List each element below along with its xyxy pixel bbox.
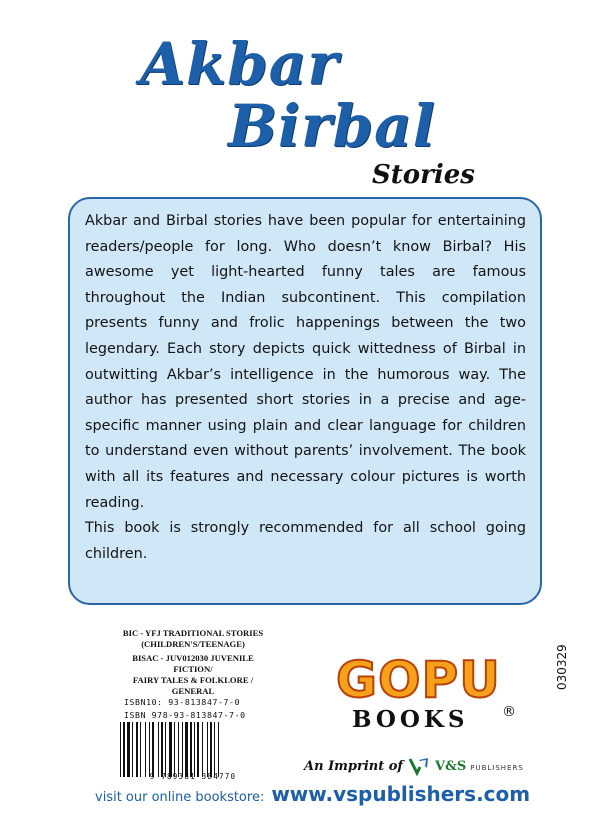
barcode-bar	[120, 722, 121, 777]
side-code: 030329	[555, 644, 569, 690]
barcode-bar	[140, 722, 141, 777]
bic-line-1: BIC - YFJ TRADITIONAL STORIES	[122, 628, 264, 638]
bisac-line-2: FAIRY TALES & FOLKLORE / GENERAL	[132, 675, 254, 696]
bisac-line-1: BISAC - JUV012030 JUVENILE FICTION/	[132, 653, 254, 674]
barcode-bar	[202, 722, 203, 777]
barcode-bar	[145, 722, 146, 777]
barcode-bar	[218, 722, 219, 777]
barcode-bar	[210, 722, 212, 777]
barcode-bar	[169, 722, 172, 777]
registered-mark: ®	[502, 704, 516, 720]
imprint-sub: PUBLISHERS	[470, 764, 524, 772]
books-wordmark: BOOKS	[352, 706, 469, 733]
blurb-paragraph-2: This book is strongly recommended for all school going children.	[85, 520, 526, 562]
barcode-bar	[165, 722, 166, 777]
barcode-bar	[214, 722, 215, 777]
bic-line-2: (CHILDREN'S/TEENAGE)	[141, 639, 245, 649]
gopu-logo: GOPU	[336, 651, 501, 709]
footer-label: visit our online bookstore:	[95, 790, 265, 805]
barcode-bar	[123, 722, 125, 777]
blurb-panel	[68, 197, 542, 605]
barcode-bar	[197, 722, 199, 777]
imprint-label: An Imprint of	[304, 758, 404, 774]
barcode-graphic	[118, 722, 268, 777]
footer-url[interactable]: www.vspublishers.com	[271, 782, 531, 806]
barcode-bar	[152, 722, 154, 777]
barcode-bar	[127, 722, 130, 777]
imprint-row	[304, 754, 524, 778]
isbn13-text: ISBN 978-93-813847-7-0	[124, 710, 246, 720]
barcode-bar	[174, 722, 175, 777]
book-title-line-2: Birbal	[228, 92, 436, 160]
barcode-bar	[136, 722, 138, 777]
vs-logo-icon	[407, 755, 431, 777]
book-subtitle: Stories	[372, 160, 475, 190]
barcode-bar	[132, 722, 133, 777]
book-title-line-1: Akbar	[140, 30, 339, 98]
barcode-bar	[149, 722, 150, 777]
barcode-bar	[194, 722, 195, 777]
barcode-bar	[185, 722, 188, 777]
barcode-digits: 9 789381 384770	[149, 772, 237, 781]
blurb-paragraph-1: Akbar and Birbal stories have been popular for entertaining readers/people for long. Who doesn’t know Birbal? His awesome yet light-hearted funny tales are famous throughout the Indian subcontinent. This compilation presents funny and frolic happenings between the two legendary. Each story depicts quick wittedness of Birbal in outwitting Akbar’s intelligence in the humorous way. The author has presented short stories in a precise and age-specific manner using plain and clear language for children to understand even without parents’ involvement. The book with all its features and necessary colour pictures is worth reading.	[85, 213, 526, 511]
barcode-bar	[178, 722, 179, 777]
barcode-bar	[207, 722, 208, 777]
barcode-bar	[161, 722, 163, 777]
footer	[95, 782, 531, 806]
barcode-bar	[158, 722, 159, 777]
barcode-bar	[190, 722, 192, 777]
isbn10-text: ISBN10: 93-813847-7-0	[124, 697, 241, 707]
imprint-brand: V&S	[435, 758, 467, 774]
barcode-bar	[182, 722, 183, 777]
classification-block	[118, 628, 268, 697]
